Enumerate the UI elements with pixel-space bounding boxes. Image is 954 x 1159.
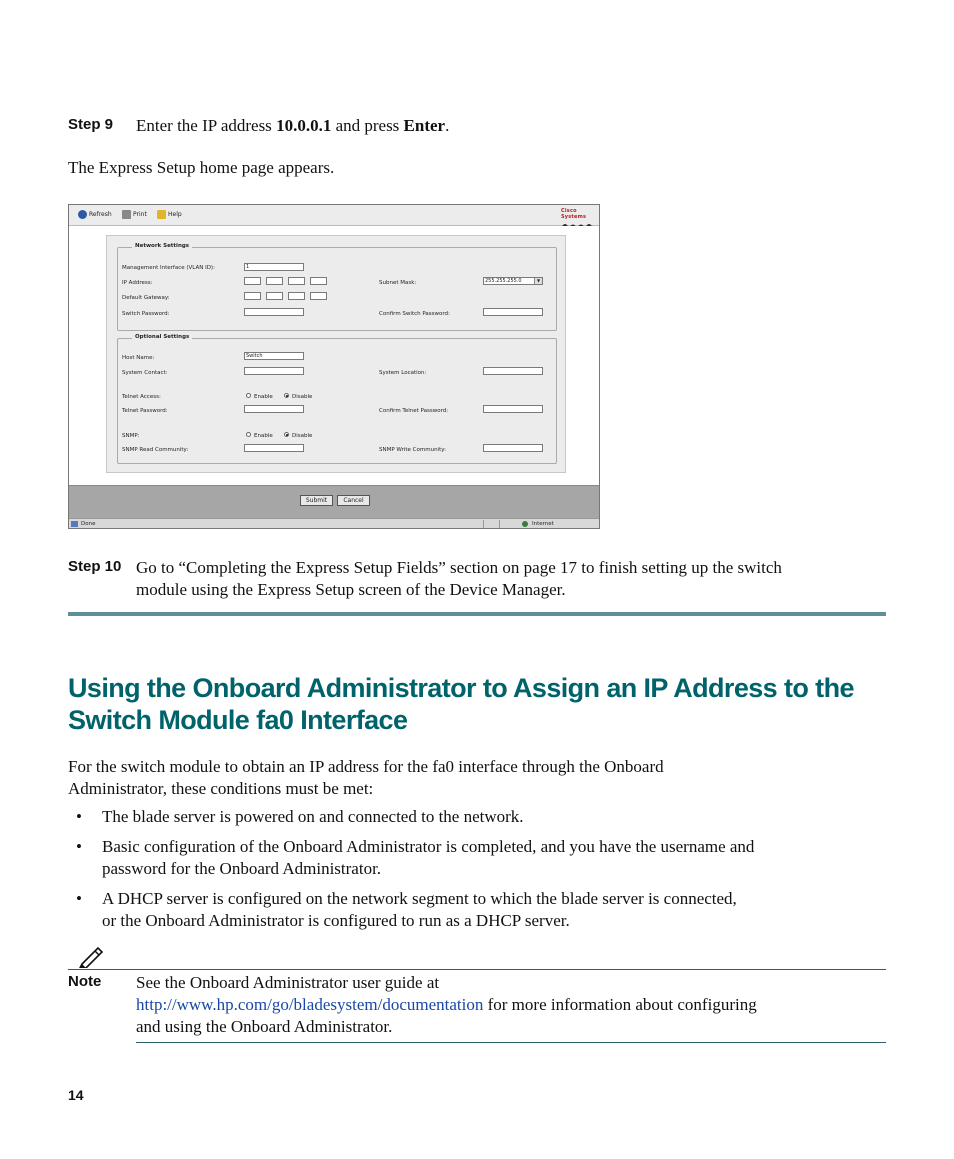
snmp-disable-label: Disable [292,433,313,439]
gateway-octet-1-input[interactable] [244,292,261,300]
status-divider [483,520,484,529]
home-page-text: The Express Setup home page appears. [68,158,335,177]
host-name-label: Host Name: [122,355,155,361]
system-contact-input[interactable] [244,367,304,375]
list-item [68,888,888,932]
note-line-3: and using the Onboard Administrator. [136,1017,393,1036]
cancel-button[interactable]: Cancel [337,495,370,506]
print-label: Print [133,211,147,218]
switch-password-input[interactable] [244,308,304,316]
form-panel [106,235,566,473]
help-label: Help [168,211,182,218]
system-contact-label: System Contact: [122,370,168,376]
snmp-write-community-label: SNMP Write Community: [379,447,446,453]
subnet-mask-value: 255.255.255.0 [485,278,522,284]
confirm-telnet-password-label: Confirm Telnet Password: [379,408,449,414]
express-setup-screenshot [68,204,600,529]
status-divider [499,520,500,529]
cisco-logo [561,208,593,222]
note-line-2 [136,994,757,1016]
step-10-label: Step 10 [68,558,122,575]
snmp-enable-label: Enable [254,433,273,439]
intro-line-1: For the switch module to obtain an IP address for the fa0 interface through the Onboard [68,757,664,776]
heading-line-2: Switch Module fa0 Interface [68,705,408,735]
step-9-text-before: Enter the IP address [136,116,277,135]
telnet-disable-radio[interactable] [284,393,289,398]
note-line-1: See the Onboard Administrator user guide at [136,973,440,992]
telnet-password-label: Telnet Password: [122,408,168,414]
bullet-2-line-1: Basic configuration of the Onboard Administrator is completed, and you have the username and [102,837,755,856]
page-number: 14 [68,1087,84,1103]
network-settings-title: Network Settings [132,243,192,249]
telnet-password-input[interactable] [244,405,304,413]
note-label: Note [68,973,102,990]
section-heading [68,672,868,736]
browser-toolbar [69,205,599,226]
optional-settings-title: Optional Settings [132,334,192,340]
gateway-octet-2-input[interactable] [266,292,283,300]
help-button[interactable] [157,210,182,219]
telnet-enable-label: Enable [254,394,273,400]
mgmt-interface-input[interactable]: 1 [244,263,304,271]
list-item [68,836,888,880]
snmp-label: SNMP: [122,433,140,439]
step-9-text-end: . [445,116,450,135]
system-location-input[interactable] [483,367,543,375]
snmp-read-community-input[interactable] [244,444,304,452]
switch-password-label: Switch Password: [122,311,170,317]
confirm-telnet-password-input[interactable] [483,405,543,413]
print-icon [122,210,131,219]
refresh-button[interactable] [78,210,112,219]
step-10-line-2: module using the Express Setup screen of the Device Manager. [136,580,566,599]
ip-octet-4-input[interactable] [310,277,327,285]
step-10-line-1: Go to “Completing the Express Setup Fields” section on page 17 to finish setting up the switch [136,558,782,577]
status-internet: Internet [532,521,554,527]
mgmt-interface-label: Management Interface (VLAN ID): [122,265,215,271]
submit-button[interactable]: Submit [300,495,333,506]
bullet-3-line-2: or the Onboard Administrator is configured to run as a DHCP server. [102,911,570,930]
note-top-rule [68,969,886,970]
note-line-2-rest: for more information about configuring [483,995,757,1014]
documentation-link[interactable]: http://www.hp.com/go/bladesystem/documentation [136,995,484,1014]
subnet-mask-label: Subnet Mask: [379,280,417,286]
default-gateway-label: Default Gateway: [122,295,170,301]
step-9-ip: 10.0.0.1 [276,116,332,135]
network-settings-group [117,243,557,331]
ip-octet-2-input[interactable] [266,277,283,285]
list-item [68,806,888,828]
pencil-icon [78,944,104,968]
cisco-logo-text: Cisco Systems [561,208,587,220]
snmp-write-community-input[interactable] [483,444,543,452]
button-bar [69,485,599,519]
page-content [69,226,599,484]
step-9-key: Enter [403,116,446,135]
globe-icon [522,521,528,527]
section-divider [68,612,886,616]
step-9-text [136,115,449,137]
system-location-label: System Location: [379,370,427,376]
telnet-access-label: Telnet Access: [122,394,161,400]
print-button[interactable] [122,210,147,219]
help-icon [157,210,166,219]
step-9-label: Step 9 [68,116,114,133]
step-9-text-mid: and press [331,116,404,135]
heading-line-1: Using the Onboard Administrator to Assign an IP Address to the [68,673,854,703]
telnet-disable-label: Disable [292,394,313,400]
subnet-mask-select[interactable] [483,277,543,285]
bullet-1-text: The blade server is powered on and connected to the network. [102,807,524,826]
status-bar [69,518,599,529]
note-bottom-rule [136,1042,886,1043]
ip-octet-1-input[interactable] [244,277,261,285]
ip-address-label: IP Address: [122,280,153,286]
ip-octet-3-input[interactable] [288,277,305,285]
host-name-input[interactable]: Switch [244,352,304,360]
refresh-icon [78,210,87,219]
confirm-switch-password-input[interactable] [483,308,543,316]
telnet-enable-radio[interactable] [246,393,251,398]
snmp-read-community-label: SNMP Read Community: [122,447,189,453]
confirm-switch-password-label: Confirm Switch Password: [379,311,450,317]
gateway-octet-4-input[interactable] [310,292,327,300]
gateway-octet-3-input[interactable] [288,292,305,300]
refresh-label: Refresh [89,211,112,218]
chevron-down-icon: ▼ [534,278,542,284]
snmp-enable-radio[interactable] [246,432,251,437]
bullet-2-line-2: password for the Onboard Administrator. [102,859,382,878]
status-done: Done [81,521,96,527]
intro-line-2: Administrator, these conditions must be met: [68,779,374,798]
page-icon [71,521,78,527]
bullet-3-line-1: A DHCP server is configured on the network segment to which the blade server is connected, [102,889,737,908]
conditions-list [68,806,888,940]
snmp-disable-radio[interactable] [284,432,289,437]
